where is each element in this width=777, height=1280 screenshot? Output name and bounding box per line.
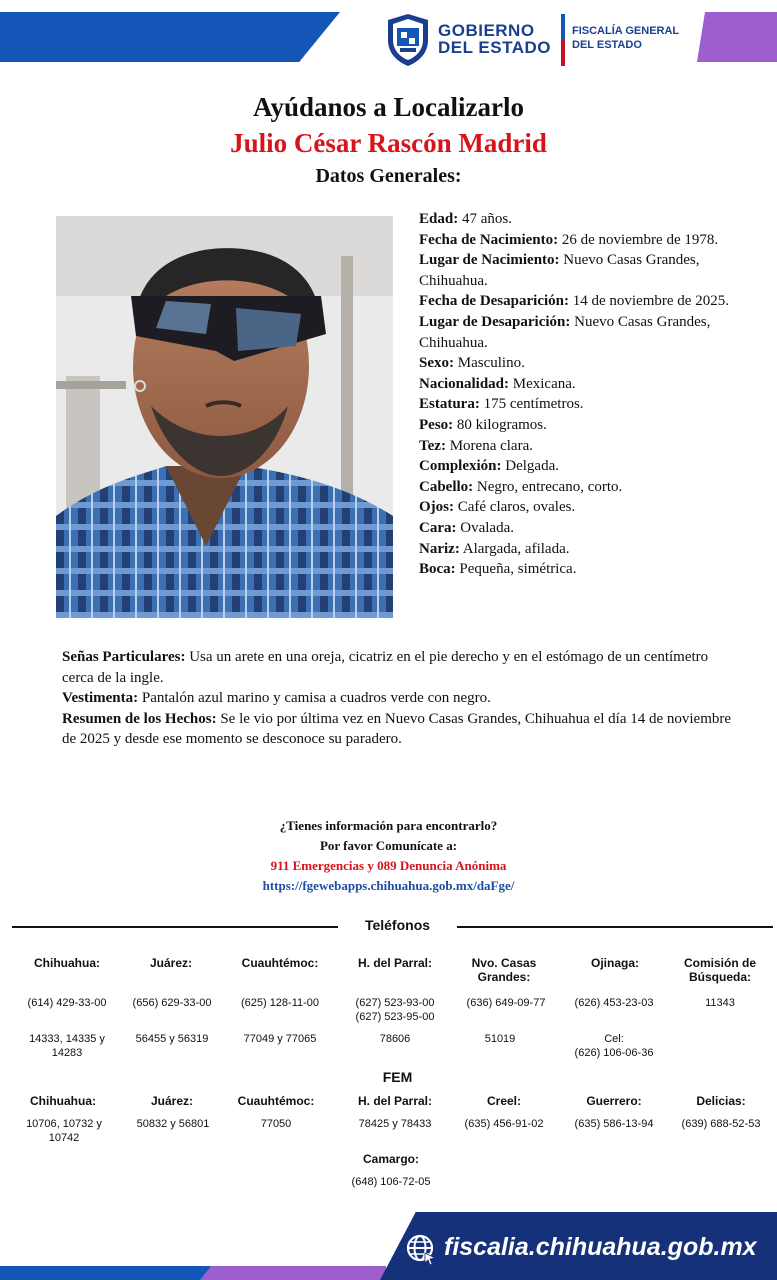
divider-right xyxy=(457,926,773,928)
detail-value: Pequeña, simétrica. xyxy=(455,561,577,578)
tel-phone: (625) 128-11-00 xyxy=(240,997,320,1009)
fem-header: Juárez: xyxy=(150,1094,194,1108)
emergency-numbers: 911 Emergencias y 089 Denuncia Anónima xyxy=(270,858,507,873)
detail-complexion xyxy=(419,456,749,477)
fem-header: Guerrero: xyxy=(586,1094,642,1108)
gov-line-2: DEL ESTADO xyxy=(438,38,551,57)
fem-value: (635) 586-13-94 xyxy=(574,1118,654,1130)
tel-header: Juárez: xyxy=(149,956,193,970)
detail-label: Ojos: xyxy=(419,499,454,516)
extra-label: Señas Particulares: xyxy=(62,649,186,665)
detail-value: 175 centímetros. xyxy=(479,396,584,413)
detail-label: Cabello: xyxy=(419,478,474,495)
header-blue-bar xyxy=(0,12,340,62)
logo-divider xyxy=(561,14,565,66)
fem-value: 10706, 10732 y 10742 xyxy=(26,1118,102,1144)
fge-line-2: DEL ESTADO xyxy=(572,39,642,51)
fem-value: 77050 xyxy=(260,1118,292,1130)
detail-nacionalidad xyxy=(419,374,749,395)
detail-label: Edad: xyxy=(419,211,459,227)
camargo-header: Camargo: xyxy=(362,1152,419,1166)
detail-value: 26 de noviembre de 1978. xyxy=(558,231,719,248)
fem-header: H. del Parral: xyxy=(357,1094,433,1108)
tel-extension: 14333, 14335 y 14283 xyxy=(29,1033,105,1059)
detail-label: Complexión: xyxy=(419,458,502,475)
detail-cabello xyxy=(419,477,749,498)
detail-value: Nuevo Casas Grandes, Chihuahua. xyxy=(419,252,700,289)
detail-label: Peso: xyxy=(419,416,454,433)
resumen-hechos xyxy=(62,709,732,750)
detail-fecha-desaparicion xyxy=(419,291,749,312)
fem-value: 78425 y 78433 xyxy=(358,1118,432,1130)
footer-website-link[interactable]: fiscalia.chihuahua.gob.mx xyxy=(444,1233,757,1261)
detail-value: Morena clara. xyxy=(445,437,533,454)
detail-label: Tez: xyxy=(419,437,446,454)
divider-left xyxy=(12,926,338,928)
fem-header: Creel: xyxy=(486,1094,521,1108)
extra-label: Vestimenta: xyxy=(62,690,139,707)
fem-value: (635) 456-91-02 xyxy=(464,1118,544,1130)
tel-extension: 77049 y 77065 xyxy=(243,1033,317,1045)
tel-extension: 56455 y 56319 xyxy=(135,1033,209,1045)
detail-nariz xyxy=(419,539,749,560)
detail-lugar-desaparicion xyxy=(419,312,749,353)
detail-value: 47 años. xyxy=(458,211,512,227)
camargo-phone: (648) 106-72-05 xyxy=(351,1176,431,1188)
tel-extension: 51019 xyxy=(484,1033,516,1045)
fem-header: Chihuahua: xyxy=(30,1094,96,1108)
detail-value: 80 kilogramos. xyxy=(453,416,547,433)
page-title: Ayúdanos a Localizarlo xyxy=(252,92,524,122)
gobierno-logo-text xyxy=(438,22,551,56)
detail-label: Boca: xyxy=(419,561,456,578)
fiscalia-logo-text xyxy=(572,24,679,52)
detail-label: Lugar de Desaparición: xyxy=(419,313,571,330)
fem-value: 50832 y 56801 xyxy=(136,1118,210,1130)
detail-value: Mexicana. xyxy=(509,375,576,392)
tel-extension: 78606 xyxy=(379,1033,411,1045)
fem-heading: FEM xyxy=(382,1069,413,1085)
detail-value: Delgada. xyxy=(501,458,559,475)
globe-icon xyxy=(405,1233,437,1265)
extra-value: Usa un arete en una oreja, cicatriz en el pie derecho y en el estómago de un centímetro cerca de la ingle. xyxy=(62,649,709,686)
tel-header: Chihuahua: xyxy=(34,956,100,970)
detail-boca xyxy=(419,559,749,580)
detail-tez xyxy=(419,436,749,457)
fem-header: Delicias: xyxy=(696,1094,746,1108)
tel-phone: (614) 429-33-00 xyxy=(27,997,107,1009)
tel-header: Nvo. Casas Grandes: xyxy=(471,956,537,984)
footer-blue-bar xyxy=(0,1266,215,1280)
detail-peso xyxy=(419,415,749,436)
detail-label: Cara: xyxy=(419,519,457,536)
detail-cara xyxy=(419,518,749,539)
detail-fecha-nacimiento xyxy=(419,230,749,251)
extra-label: Resumen de los Hechos: xyxy=(62,710,217,727)
person-photo xyxy=(56,216,393,618)
detail-sexo xyxy=(419,353,749,374)
fge-line-1: FISCALÍA GENERAL xyxy=(572,25,680,37)
extra-value: Pantalón azul marino y camisa a cuadros verde con negro. xyxy=(138,690,491,707)
header-purple-bar xyxy=(697,12,777,62)
tel-header: Cuauhtémoc: xyxy=(241,956,319,970)
detail-label: Estatura: xyxy=(419,396,480,413)
missing-person-name: Julio César Rascón Madrid xyxy=(230,128,547,158)
tel-extension: Cel: (626) 106-06-36 xyxy=(574,1033,654,1059)
section-subtitle: Datos Generales: xyxy=(315,165,462,187)
detail-label: Lugar de Nacimiento: xyxy=(419,252,560,269)
detail-value: Masculino. xyxy=(454,355,525,372)
tel-phone: (636) 649-09-77 xyxy=(466,997,546,1009)
detail-label: Fecha de Desaparición: xyxy=(419,293,569,310)
telefonos-heading: Teléfonos xyxy=(364,917,431,933)
fem-value: (639) 688-52-53 xyxy=(681,1118,761,1130)
gov-line-1: GOBIERNO xyxy=(438,21,535,40)
contact-question: ¿Tienes información para encontrarlo? xyxy=(279,818,498,833)
detail-label: Nariz: xyxy=(419,540,460,557)
detail-ojos xyxy=(419,497,749,518)
detail-edad xyxy=(419,209,749,230)
tel-phone: (656) 629-33-00 xyxy=(132,997,212,1009)
detail-label: Sexo: xyxy=(419,355,454,372)
detail-value: Negro, entrecano, corto. xyxy=(473,478,623,495)
contact-request: Por favor Comunícate a: xyxy=(319,838,458,853)
report-url-link[interactable]: https://fgewebapps.chihuahua.gob.mx/daFge/ xyxy=(262,878,515,893)
detail-value: Nuevo Casas Grandes, Chihuahua. xyxy=(419,313,711,351)
senas-particulares xyxy=(62,647,732,688)
detail-label: Fecha de Nacimiento: xyxy=(419,231,559,248)
additional-info xyxy=(62,647,732,750)
extra-value: Se le vio por última vez en Nuevo Casas Grandes, Chihuahua el día 14 de noviembre de 2025 y desde ese momento se desconoce su paradero. xyxy=(62,710,732,748)
detail-lugar-nacimiento xyxy=(419,250,749,291)
tel-header: Comisión de Búsqueda: xyxy=(683,956,756,984)
tel-header: H. del Parral: xyxy=(357,956,433,970)
tel-phone: 11343 xyxy=(705,997,735,1009)
tel-phone: (627) 523-93-00 (627) 523-95-00 xyxy=(355,997,435,1023)
details-list xyxy=(419,209,749,580)
detail-label: Nacionalidad: xyxy=(419,375,510,392)
vestimenta xyxy=(62,688,732,709)
detail-estatura xyxy=(419,394,749,415)
state-shield-logo xyxy=(384,12,432,68)
detail-value: Café claros, ovales. xyxy=(454,499,576,516)
footer-purple-bar xyxy=(200,1266,386,1280)
detail-value: Alargada, afilada. xyxy=(459,540,570,557)
tel-phone: (626) 453-23-03 xyxy=(574,997,654,1009)
tel-header: Ojinaga: xyxy=(590,956,639,970)
detail-value: 14 de noviembre de 2025. xyxy=(568,293,729,310)
detail-value: Ovalada. xyxy=(456,519,514,536)
fem-header: Cuauhtémoc: xyxy=(237,1094,315,1108)
